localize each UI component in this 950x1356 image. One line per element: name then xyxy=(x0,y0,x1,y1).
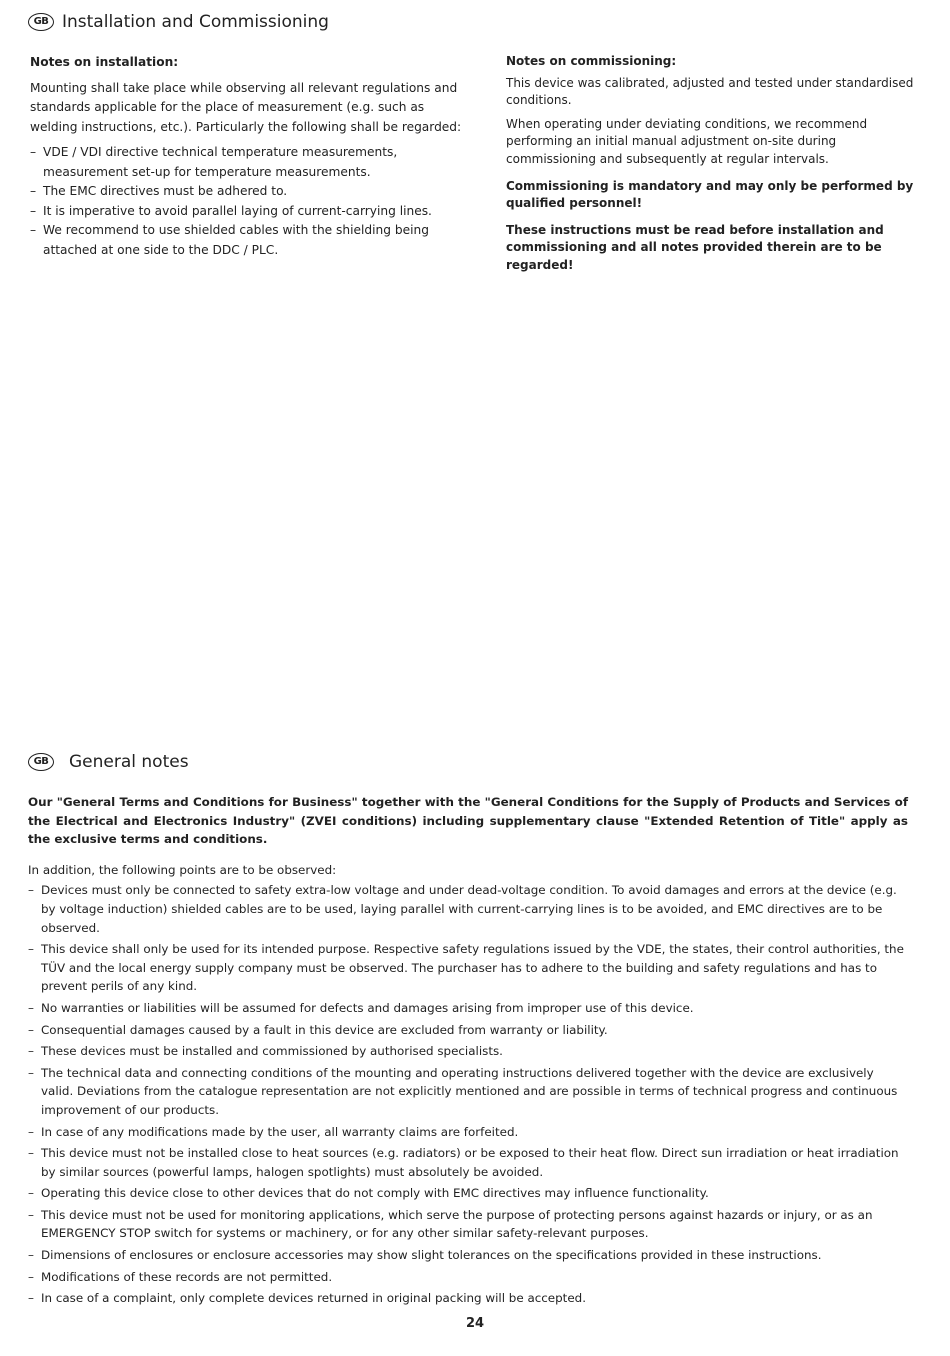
commissioning-heading: Notes on commissioning: xyxy=(506,54,677,68)
list-item: – The technical data and connecting conditions of the mounting and operating instructions delivered together with the device are exclusively valid. Deviations from the catalogue representation are not explicitly mentioned and are possible in terms of technical progress and continuous improvement of our products. xyxy=(28,1064,908,1120)
list-item: – Devices must only be connected to safety extra-low voltage and under dead-voltage condition. To avoid damages and errors at the device (e.g. by voltage induction) shielded cables are to be used, laying parallel with current-carrying lines is to be avoided, and EMC directives are to be observed. xyxy=(28,881,908,937)
section-header-general-notes xyxy=(28,752,189,772)
installation-intro: Mounting shall take place while observing all relevant regulations and standards applicable for the place of measurement (e.g. such as welding instructions, etc.). Particularly the following shall be regarded: xyxy=(30,80,462,134)
commissioning-warning: Commissioning is mandatory and may only be performed by qualified personnel! xyxy=(506,178,914,211)
list-item: – Modifications of these records are not permitted. xyxy=(28,1268,908,1287)
section-title: Installation and Commissioning xyxy=(62,12,329,32)
list-item: – This device must not be used for monitoring applications, which serve the purpose of protecting persons against hazards or injury, or as an EMERGENCY STOP switch for systems or machinery, or for any other similar safety-relevant purposes. xyxy=(28,1206,908,1243)
list-item: – The EMC directives must be adhered to. xyxy=(30,182,470,202)
general-notes-body xyxy=(28,793,908,1311)
section-title: General notes xyxy=(69,752,189,772)
commissioning-paragraph: When operating under deviating conditions, we recommend performing an initial manual adjustment on-site during commissioning and subsequently at regular intervals. xyxy=(506,116,868,166)
list-item: – Dimensions of enclosures or enclosure accessories may show slight tolerances on the specifications provided in these instructions. xyxy=(28,1246,908,1265)
list-item: – VDE / VDI directive technical temperature measurements, measurement set-up for temperature measurements. xyxy=(30,143,470,182)
gb-language-badge: GB xyxy=(28,753,54,771)
page-number: 24 xyxy=(465,1316,485,1331)
gb-language-badge: GB xyxy=(28,13,54,31)
general-intro: In addition, the following points are to be observed: xyxy=(28,862,337,877)
terms-paragraph: Our "General Terms and Conditions for Business" together with the "General Conditions for the Supply of Products and Services of the Electrical and Electronics Industry" (ZVEI conditions) including supplementary clause "Extended Retention of Title" apply as the exclusive terms and conditions. xyxy=(28,795,908,847)
list-item: – These devices must be installed and commissioned by authorised specialists. xyxy=(28,1042,908,1061)
list-item: – In case of a complaint, only complete devices returned in original packing will be accepted. xyxy=(28,1289,908,1308)
list-item: – It is imperative to avoid parallel laying of current-carrying lines. xyxy=(30,202,470,222)
list-item: – This device shall only be used for its intended purpose. Respective safety regulations issued by the VDE, the states, their control authorities, the TÜV and the local energy supply company must be observed. The purchaser has to adhere to the building and safety regulations and has to prevent perils of any kind. xyxy=(28,940,908,996)
list-item: – Operating this device close to other devices that do not comply with EMC directives may influence functionality. xyxy=(28,1184,908,1203)
list-item: – Consequential damages caused by a fault in this device are excluded from warranty or liability. xyxy=(28,1021,908,1040)
list-item: – No warranties or liabilities will be assumed for defects and damages arising from improper use of this device. xyxy=(28,999,908,1018)
general-notes-list xyxy=(28,881,908,1307)
commissioning-warning: These instructions must be read before installation and commissioning and all notes provided therein are to be regarded! xyxy=(506,222,884,272)
installation-list xyxy=(30,143,470,260)
list-item: – We recommend to use shielded cables with the shielding being attached at one side to the DDC / PLC. xyxy=(30,221,470,260)
list-item: – This device must not be installed close to heat sources (e.g. radiators) or be exposed to their heat flow. Direct sun irradiation or heat irradiation by similar sources (powerful lamps, halogen spotlights) must absolutely be avoided. xyxy=(28,1144,908,1181)
installation-notes xyxy=(30,53,470,260)
installation-heading: Notes on installation: xyxy=(30,55,179,69)
section-header-installation xyxy=(28,12,329,32)
list-item: – In case of any modifications made by the user, all warranty claims are forfeited. xyxy=(28,1123,908,1142)
commissioning-notes xyxy=(506,53,914,275)
commissioning-paragraph: This device was calibrated, adjusted and tested under standardised conditions. xyxy=(506,75,914,108)
